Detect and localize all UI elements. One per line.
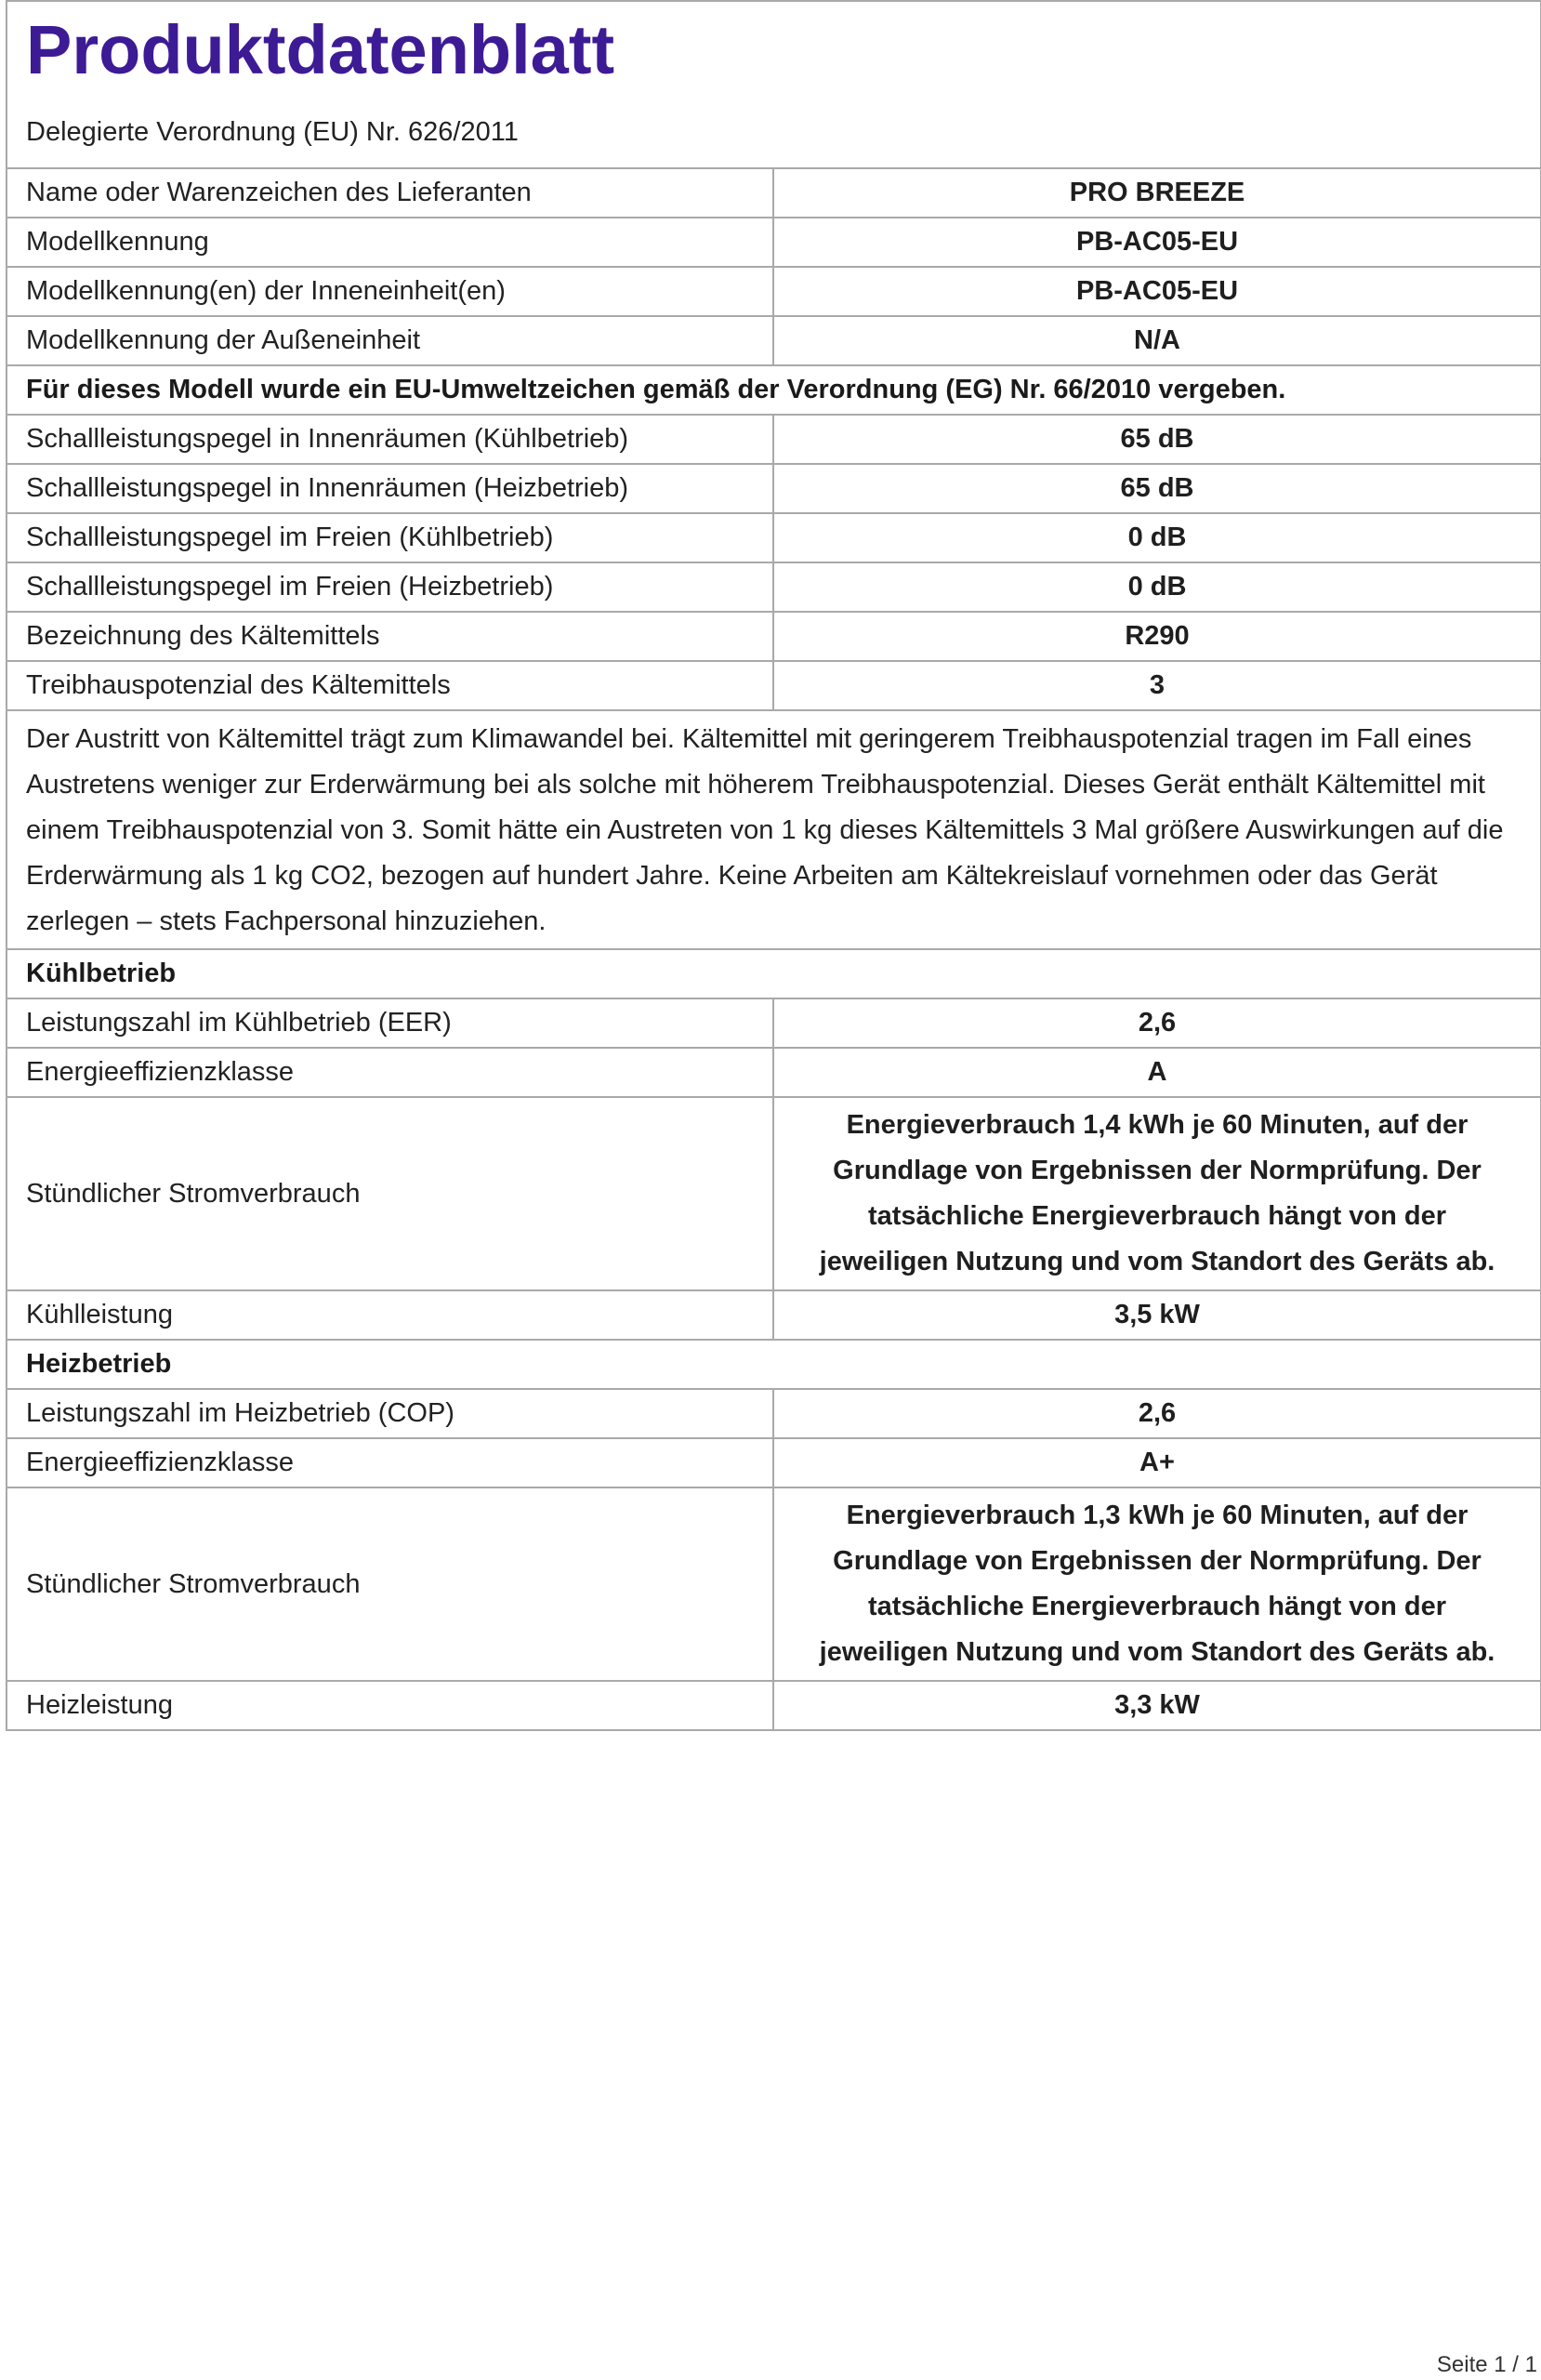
table-row — [7, 218, 1541, 267]
table-row — [7, 464, 1541, 513]
title-row — [7, 1, 1541, 103]
datasheet — [6, 0, 1540, 1731]
row-label: Name oder Warenzeichen des Lieferanten — [7, 168, 773, 218]
row-value: Energieverbrauch 1,4 kWh je 60 Minuten, auf der Grundlage von Ergebnissen der Normprüfung. Der tatsächliche Energieverbrauch hängt von der jeweiligen Nutzung und vom Standort des Geräts ab. — [773, 1097, 1541, 1290]
row-label: Modellkennung(en) der Inneneinheit(en) — [7, 267, 773, 316]
row-label: Bezeichnung des Kältemittels — [7, 612, 773, 661]
table-row — [7, 661, 1541, 710]
row-value: N/A — [773, 316, 1541, 365]
row-label: Stündlicher Stromverbrauch — [7, 1488, 773, 1681]
row-value: PRO BREEZE — [773, 168, 1541, 218]
section-heading-heating: Heizbetrieb — [7, 1340, 1541, 1389]
row-label: Kühlleistung — [7, 1290, 773, 1340]
table-row — [7, 998, 1541, 1048]
refrigerant-note-row — [7, 710, 1541, 949]
table-row — [7, 1389, 1541, 1438]
row-label: Energieeffizienzklasse — [7, 1048, 773, 1097]
row-value: Energieverbrauch 1,3 kWh je 60 Minuten, auf der Grundlage von Ergebnissen der Normprüfung. Der tatsächliche Energieverbrauch hängt von der jeweiligen Nutzung und vom Standort des Geräts ab. — [773, 1488, 1541, 1681]
row-value: A — [773, 1048, 1541, 1097]
row-label: Schallleistungspegel in Innenräumen (Kühlbetrieb) — [7, 415, 773, 464]
row-value: 65 dB — [773, 415, 1541, 464]
row-label: Schallleistungspegel in Innenräumen (Heizbetrieb) — [7, 464, 773, 513]
row-label: Energieeffizienzklasse — [7, 1438, 773, 1488]
table-row — [7, 415, 1541, 464]
page-title: Produktdatenblatt — [26, 11, 615, 88]
datasheet-table — [6, 0, 1541, 1731]
row-value: A+ — [773, 1438, 1541, 1488]
row-value: 2,6 — [773, 998, 1541, 1048]
row-value: PB-AC05-EU — [773, 267, 1541, 316]
table-row — [7, 168, 1541, 218]
eco-notice-row — [7, 365, 1541, 415]
table-row — [7, 612, 1541, 661]
row-label: Heizleistung — [7, 1681, 773, 1730]
table-row — [7, 562, 1541, 612]
eco-notice: Für dieses Modell wurde ein EU-Umweltzeichen gemäß der Verordnung (EG) Nr. 66/2010 vergeben. — [7, 365, 1541, 415]
row-value: 2,6 — [773, 1389, 1541, 1438]
table-row — [7, 1290, 1541, 1340]
row-value: 3,5 kW — [773, 1290, 1541, 1340]
regulation-text: Delegierte Verordnung (EU) Nr. 626/2011 — [7, 103, 1541, 168]
regulation-row — [7, 103, 1541, 168]
section-row-cooling — [7, 949, 1541, 998]
row-value: 0 dB — [773, 562, 1541, 612]
table-row — [7, 316, 1541, 365]
row-value: 0 dB — [773, 513, 1541, 562]
row-label: Schallleistungspegel im Freien (Kühlbetrieb) — [7, 513, 773, 562]
row-label: Leistungszahl im Kühlbetrieb (EER) — [7, 998, 773, 1048]
row-value: 3 — [773, 661, 1541, 710]
table-row — [7, 1488, 1541, 1681]
table-row — [7, 267, 1541, 316]
table-row — [7, 1097, 1541, 1290]
table-row — [7, 1438, 1541, 1488]
row-value: PB-AC05-EU — [773, 218, 1541, 267]
refrigerant-note: Der Austritt von Kältemittel trägt zum Klimawandel bei. Kältemittel mit geringerem Treibhauspotenzial tragen im Fall eines Austretens weniger zur Erderwärmung bei als solche mit höherem Treibhauspotenzial. Dieses Gerät enthält Kältemittel mit einem Treibhauspotenzial von 3. Somit hätte ein Austreten von 1 kg dieses Kältemittels 3 Mal größere Auswirkungen auf die Erderwärmung als 1 kg CO2, bezogen auf hundert Jahre. Keine Arbeiten am Kältekreislauf vornehmen oder das Gerät zerlegen – stets Fachpersonal hinzuziehen. — [7, 710, 1541, 949]
page-number: Seite 1 / 1 — [1436, 2352, 1537, 2377]
row-label: Leistungszahl im Heizbetrieb (COP) — [7, 1389, 773, 1438]
table-row — [7, 1681, 1541, 1730]
row-label: Modellkennung der Außeneinheit — [7, 316, 773, 365]
section-heading-cooling: Kühlbetrieb — [7, 949, 1541, 998]
table-row — [7, 1048, 1541, 1097]
row-value: 65 dB — [773, 464, 1541, 513]
row-label: Schallleistungspegel im Freien (Heizbetrieb) — [7, 562, 773, 612]
row-label: Stündlicher Stromverbrauch — [7, 1097, 773, 1290]
row-label: Treibhauspotenzial des Kältemittels — [7, 661, 773, 710]
row-value: R290 — [773, 612, 1541, 661]
table-row — [7, 513, 1541, 562]
section-row-heating — [7, 1340, 1541, 1389]
row-value: 3,3 kW — [773, 1681, 1541, 1730]
row-label: Modellkennung — [7, 218, 773, 267]
